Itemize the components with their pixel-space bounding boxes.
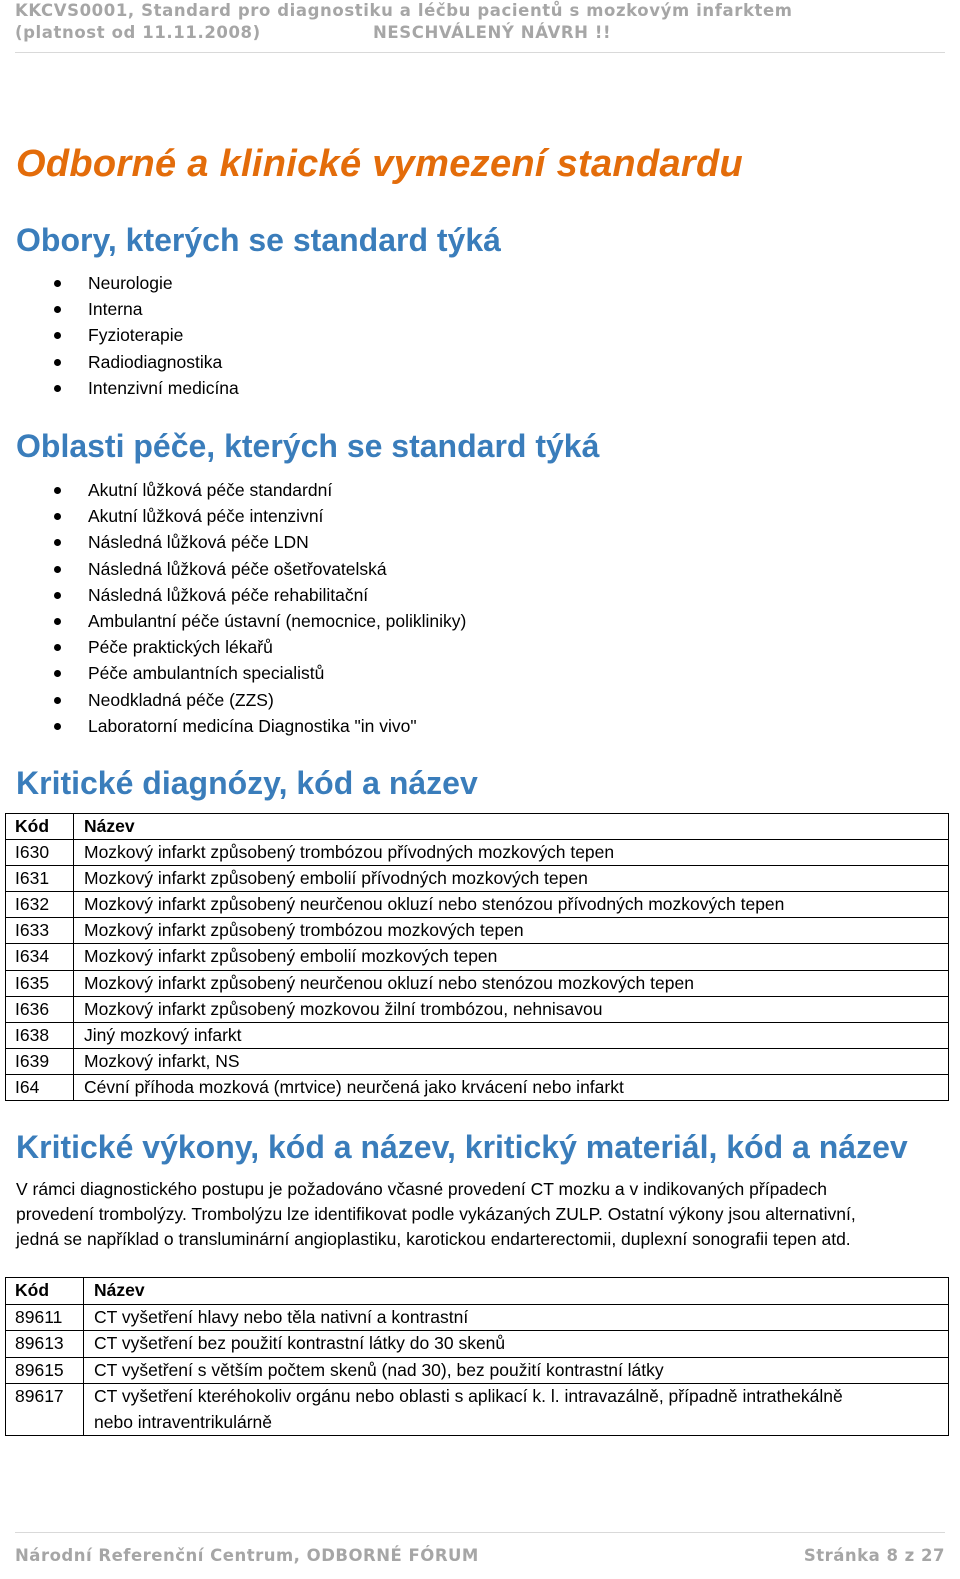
procedures-table — [5, 1277, 949, 1436]
code-cell: 89611 — [6, 1304, 84, 1331]
table-row — [6, 1022, 949, 1048]
list-item: Péče ambulantních specialistů — [0, 660, 466, 686]
table-row — [6, 970, 949, 996]
name-cell — [84, 1384, 949, 1436]
name-cell: Jiný mozkový infarkt — [74, 1022, 949, 1048]
table-row — [6, 1384, 949, 1436]
code-cell: I639 — [6, 1048, 74, 1074]
code-cell: I633 — [6, 918, 74, 944]
table-row — [6, 996, 949, 1022]
fields-list — [0, 270, 239, 401]
section-heading-procedures: Kritické výkony, kód a název, kritický materiál, kód a název — [16, 1129, 908, 1165]
column-header-code: Kód — [6, 814, 74, 840]
list-item: Neodkladná péče (ZZS) — [0, 687, 466, 713]
code-cell: I638 — [6, 1022, 74, 1048]
name-cell: Cévní příhoda mozková (mrtvice) neurčená jako krvácení nebo infarkt — [74, 1074, 949, 1100]
paragraph-line: V rámci diagnostického postupu je požadováno včasné provedení CT mozku a v indikovaných případech — [16, 1179, 827, 1199]
care-list — [0, 477, 466, 739]
list-item: Neurologie — [0, 270, 239, 296]
name-cell: Mozkový infarkt způsobený trombózou přívodných mozkových tepen — [74, 840, 949, 866]
table-row — [6, 840, 949, 866]
procedures-paragraph — [16, 1177, 946, 1252]
name-cell: Mozkový infarkt způsobený neurčenou okluzí nebo stenózou mozkových tepen — [74, 970, 949, 996]
section-heading-diagnoses: Kritické diagnózy, kód a název — [16, 765, 478, 801]
column-header-name: Název — [74, 814, 949, 840]
header-status: NESCHVÁLENÝ NÁVRH !! — [373, 23, 612, 42]
name-line-continued: nebo intraventrikulárně — [94, 1411, 273, 1432]
table-row — [6, 1048, 949, 1074]
table-row — [6, 1074, 949, 1100]
diagnoses-table — [5, 813, 949, 1101]
list-item: Fyzioterapie — [0, 322, 239, 348]
code-cell: 89613 — [6, 1331, 84, 1358]
table-header-row — [6, 814, 949, 840]
code-cell: I636 — [6, 996, 74, 1022]
name-cell: CT vyšetření hlavy nebo těla nativní a kontrastní — [84, 1304, 949, 1331]
table-row — [6, 944, 949, 970]
table-row — [6, 1304, 949, 1331]
table-row — [6, 918, 949, 944]
table-row — [6, 866, 949, 892]
name-cell: CT vyšetření s větším počtem skenů (nad 30), bez použití kontrastní látky — [84, 1357, 949, 1384]
section-heading-care: Oblasti péče, kterých se standard týká — [16, 428, 600, 464]
code-cell: I64 — [6, 1074, 74, 1100]
page-footer — [15, 1532, 945, 1573]
list-item: Následná lůžková péče rehabilitační — [0, 582, 466, 608]
list-item: Následná lůžková péče ošetřovatelská — [0, 556, 466, 582]
table-header-row — [6, 1278, 949, 1305]
code-cell: 89615 — [6, 1357, 84, 1384]
code-cell: 89617 — [6, 1384, 84, 1436]
paragraph-line: provedení trombolýzy. Trombolýzu lze identifikovat podle vykázaných ZULP. Ostatní výkony jsou alternativní, — [16, 1204, 856, 1224]
column-header-code: Kód — [6, 1278, 84, 1305]
list-item: Ambulantní péče ústavní (nemocnice, polikliniky) — [0, 608, 466, 634]
page-title: Odborné a klinické vymezení standardu — [16, 143, 743, 185]
column-header-name: Název — [84, 1278, 949, 1305]
code-cell: I635 — [6, 970, 74, 996]
list-item: Péče praktických lékařů — [0, 634, 466, 660]
code-cell: I634 — [6, 944, 74, 970]
list-item: Interna — [0, 296, 239, 322]
code-cell: I632 — [6, 892, 74, 918]
list-item: Laboratorní medicína Diagnostika "in vivo" — [0, 713, 466, 739]
name-line: CT vyšetření kteréhokoliv orgánu nebo oblasti s aplikací k. l. intravazálně, případně intrathekálně — [94, 1386, 843, 1406]
name-cell: Mozkový infarkt způsobený embolií přívodných mozkových tepen — [74, 866, 949, 892]
list-item: Radiodiagnostika — [0, 349, 239, 375]
name-cell: Mozkový infarkt způsobený trombózou mozkových tepen — [74, 918, 949, 944]
table-row — [6, 892, 949, 918]
name-cell: CT vyšetření bez použití kontrastní látky do 30 skenů — [84, 1331, 949, 1358]
page-header — [15, 0, 945, 53]
code-cell: I631 — [6, 866, 74, 892]
section-heading-fields: Obory, kterých se standard týká — [16, 222, 501, 258]
footer-organization: Národní Referenční Centrum, ODBORNÉ FÓRUM — [15, 1546, 479, 1565]
table-row — [6, 1357, 949, 1384]
paragraph-line: jedná se například o transluminární angioplastiku, karotickou endarterectomii, duplexní sonografii tepen atd. — [16, 1229, 851, 1249]
table-row — [6, 1331, 949, 1358]
name-cell: Mozkový infarkt způsobený neurčenou okluzí nebo stenózou přívodných mozkových tepen — [74, 892, 949, 918]
code-cell: I630 — [6, 840, 74, 866]
list-item: Následná lůžková péče LDN — [0, 529, 466, 555]
list-item: Akutní lůžková péče intenzivní — [0, 503, 466, 529]
list-item: Intenzivní medicína — [0, 375, 239, 401]
list-item: Akutní lůžková péče standardní — [0, 477, 466, 503]
header-validity: (platnost od 11.11.2008) — [15, 23, 261, 42]
name-cell: Mozkový infarkt způsobený embolií mozkových tepen — [74, 944, 949, 970]
header-document-title: KKCVS0001, Standard pro diagnostiku a léčbu pacientů s mozkovým infarktem — [15, 1, 793, 20]
name-cell: Mozkový infarkt způsobený mozkovou žilní trombózou, nehnisavou — [74, 996, 949, 1022]
footer-page-number: Stránka 8 z 27 — [803, 1546, 945, 1565]
name-cell: Mozkový infarkt, NS — [74, 1048, 949, 1074]
